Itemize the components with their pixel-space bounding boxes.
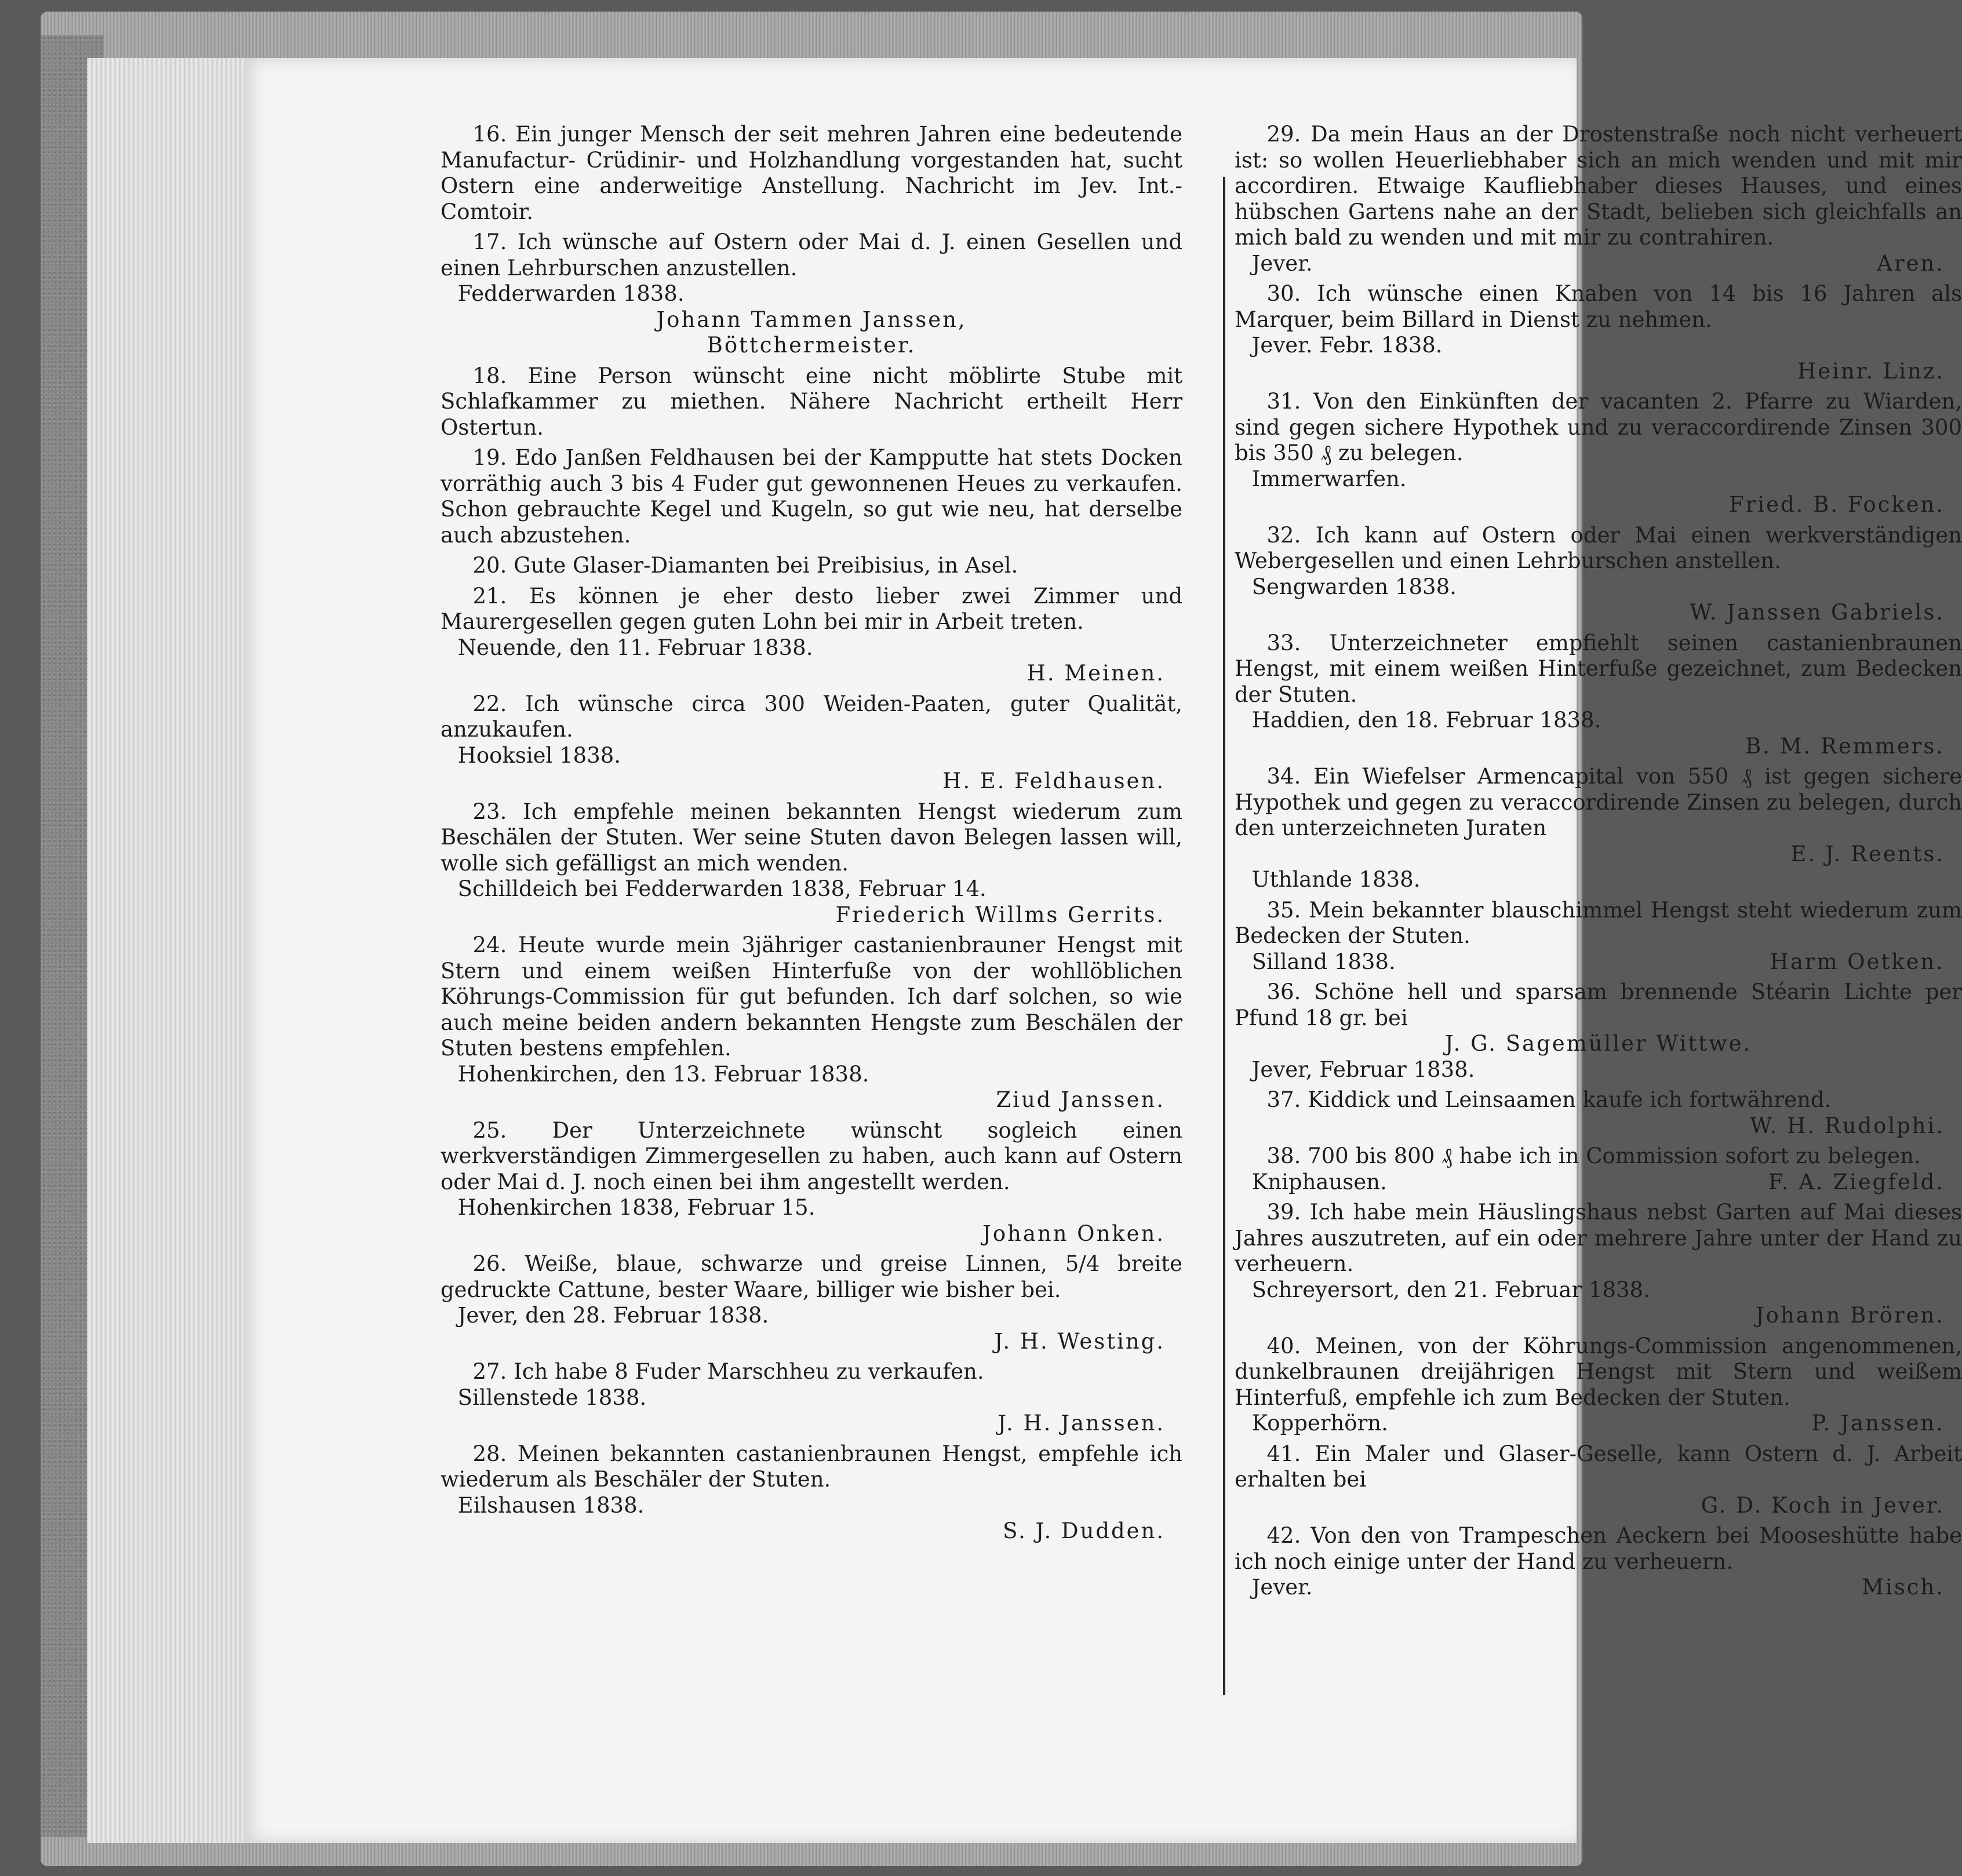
ad-place: Uthlande 1838. — [1251, 867, 1421, 892]
ad-text: 16. Ein junger Mensch der seit mehren Jahren eine bedeutende Manufactur- Crüdinir- und Holzhandlung vorgestanden hat, sucht Ostern eine anderweitige Anstellung. Nachricht im Jev. Int.-Comtoir. — [441, 122, 1182, 224]
ad-28 — [441, 1441, 1182, 1544]
newspaper-page — [243, 58, 1962, 1843]
ad-signature: E. J. Reents. — [1790, 841, 1945, 866]
ad-text: 31. Von den Einkünften der vacanten 2. Pfarre zu Wiarden, sind gegen sichere Hypothek und zu veraccordirende Zinsen 300 bis 350 ₰ zu belegen. — [1235, 389, 1962, 465]
ad-signature: J. H. Westing. — [994, 1328, 1165, 1354]
ad-signature: Harm Oetken. — [1770, 949, 1945, 974]
ad-text: 21. Es können je eher desto lieber zwei Zimmer und Maurergesellen gegen guten Lohn bei mir in Arbeit treten. — [441, 583, 1182, 634]
ad-16 — [441, 122, 1182, 225]
ad-signature: Johann Onken. — [982, 1221, 1165, 1246]
ad-24 — [441, 932, 1182, 1113]
ad-place: Jever, Februar 1838. — [1251, 1057, 1475, 1082]
ad-place: Sengwarden 1838. — [1251, 574, 1457, 599]
ad-text: 27. Ich habe 8 Fuder Marschheu zu verkaufen. — [472, 1359, 984, 1384]
ad-text: 26. Weiße, blaue, schwarze und greise Linnen, 5/4 breite gedruckte Cattune, bester Waare, billiger wie bisher bei. — [441, 1251, 1182, 1302]
ad-signature: Johann Tammen Janssen, — [656, 307, 967, 332]
ad-place: Hohenkirchen, den 13. Februar 1838. — [457, 1061, 869, 1087]
ad-text: 38. 700 bis 800 ₰ habe ich in Commission sofort zu belegen. — [1266, 1143, 1921, 1168]
ad-signature: F. A. Ziegfeld. — [1768, 1169, 1945, 1194]
ad-21 — [441, 584, 1182, 687]
ad-22 — [441, 691, 1182, 795]
ad-37 — [1235, 1087, 1962, 1139]
page-edges — [87, 58, 249, 1843]
ad-place: Fedderwarden 1838. — [457, 281, 685, 306]
ad-signature: W. H. Rudolphi. — [1750, 1113, 1945, 1138]
ad-36 — [1235, 979, 1962, 1083]
ad-place: Jever. — [1251, 1575, 1313, 1600]
ad-signature: G. D. Koch in Jever. — [1701, 1492, 1945, 1518]
ad-38 — [1235, 1143, 1962, 1195]
ad-23 — [441, 799, 1182, 928]
ad-signature: P. Janssen. — [1811, 1411, 1945, 1436]
ad-signature: H. Meinen. — [1026, 661, 1165, 686]
ad-32 — [1235, 523, 1962, 626]
ad-text: 29. Da mein Haus an der Drostenstraße noch nicht verheuert ist: so wollen Heuerliebhaber sich an mich wenden und mit mir accordiren. Etwaige Kaufliebhaber dieses Hauses, und eines hübschen Gartens nahe an der Stadt, belieben sich gleichfalls an mich bald zu wenden und mit mir zu contrahiren. — [1235, 122, 1962, 250]
ad-25 — [441, 1118, 1182, 1247]
ad-place: Kopperhörn. — [1251, 1411, 1388, 1436]
right-column — [1235, 122, 1962, 1605]
ad-place: Jever. — [1251, 250, 1313, 276]
ad-signature: Friederich Willms Gerrits. — [835, 902, 1165, 927]
ad-text: 24. Heute wurde mein 3jähriger castanienbrauner Hengst mit Stern und einem weißen Hinterfuße von der wohllöblichen Köhrungs-Commission für gut befunden. Ich darf solchen, so wie auch meine beiden andern bekannten Hengste zum Beschälen der Stuten bestens empfehlen. — [441, 932, 1182, 1061]
ad-place: Eilshausen 1838. — [457, 1492, 645, 1518]
ad-signature-title: Böttchermeister. — [707, 333, 916, 358]
ad-place: Hohenkirchen 1838, Februar 15. — [457, 1195, 816, 1220]
ad-signature: W. Janssen Gabriels. — [1690, 600, 1945, 625]
ad-33 — [1235, 631, 1962, 760]
ad-place: Kniphausen. — [1251, 1169, 1387, 1194]
ad-signature: B. M. Remmers. — [1745, 733, 1945, 759]
ad-text: 20. Gute Glaser-Diamanten bei Preibisius, in Asel. — [472, 553, 1018, 578]
ad-text: 33. Unterzeichneter empfiehlt seinen castanienbraunen Hengst, mit einem weißen Hinterfuße gezeichnet, zum Bedecken der Stuten. — [1235, 630, 1962, 707]
ad-40 — [1235, 1334, 1962, 1437]
ad-place: Jever. Febr. 1838. — [1251, 333, 1443, 358]
ad-26 — [441, 1251, 1182, 1354]
ad-signature: Misch. — [1862, 1575, 1945, 1600]
ad-17 — [441, 230, 1182, 359]
ad-text: 35. Mein bekannter blauschimmel Hengst steht wiederum zum Bedecken der Stuten. — [1235, 897, 1962, 948]
ad-29 — [1235, 122, 1962, 276]
ad-text: 22. Ich wünsche circa 300 Weiden-Paaten, guter Qualität, anzukaufen. — [441, 691, 1182, 742]
ad-20 — [441, 553, 1182, 579]
ad-signature: Ziud Janssen. — [996, 1087, 1165, 1112]
ad-signature: Heinr. Linz. — [1797, 358, 1945, 384]
ad-text: 39. Ich habe mein Häuslingshaus nebst Garten auf Mai dieses Jahres auszutreten, auf ein oder mehrere Jahre unter der Hand zu verheuern. — [1235, 1200, 1962, 1276]
ad-signature: Fried. B. Focken. — [1729, 492, 1945, 517]
ad-signature: Johann Brören. — [1755, 1303, 1945, 1328]
ad-text: 37. Kiddick und Leinsaamen kaufe ich fortwährend. — [1266, 1087, 1832, 1112]
ad-42 — [1235, 1523, 1962, 1601]
ad-27 — [441, 1359, 1182, 1437]
ad-place: Schreyersort, den 21. Februar 1838. — [1251, 1277, 1650, 1302]
ad-place: Schilldeich bei Fedderwarden 1838, Februar 14. — [457, 876, 987, 901]
ad-35 — [1235, 898, 1962, 975]
ad-text: 41. Ein Maler und Glaser-Geselle, kann Ostern d. J. Arbeit erhalten bei — [1235, 1441, 1962, 1492]
ad-place: Sillenstede 1838. — [457, 1385, 647, 1410]
ad-text: 42. Von den von Trampeschen Aeckern bei Mooseshütte habe ich noch einige unter der Hand zu verheuern. — [1235, 1523, 1962, 1574]
ad-signature: Aren. — [1877, 250, 1945, 276]
ad-text: 18. Eine Person wünscht eine nicht möblirte Stube mit Schlafkammer zu miethen. Nähere Nachricht ertheilt Herr Ostertun. — [441, 363, 1182, 440]
ad-signature: J. H. Janssen. — [998, 1411, 1165, 1436]
ad-place: Silland 1838. — [1251, 949, 1396, 974]
ad-place: Jever, den 28. Februar 1838. — [457, 1303, 769, 1328]
ad-41 — [1235, 1441, 1962, 1519]
ad-text: 25. Der Unterzeichnete wünscht sogleich einen werkverständigen Zimmergesellen zu haben, auch kann auf Ostern oder Mai d. J. noch einen bei ihm angestellt werden. — [441, 1117, 1182, 1194]
ad-30 — [1235, 281, 1962, 384]
ad-text: 19. Edo Janßen Feldhausen bei der Kampputte hat stets Docken vorräthig auch 3 bis 4 Fuder gut gewonnenen Heues zu verkaufen. Schon gebrauchte Kegel und Kugeln, so gut wie neu, hat derselbe auch abzustehen. — [441, 445, 1182, 548]
left-column — [441, 122, 1182, 1549]
ad-text: 36. Schöne hell und sparsam brennende Stéarin Lichte per Pfund 18 gr. bei — [1235, 979, 1962, 1030]
ad-text: 34. Ein Wiefelser Armencapital von 550 ₰ ist gegen sichere Hypothek und gegen zu veraccordirende Zinsen zu belegen, durch den unterzeichneten Juraten — [1235, 764, 1962, 840]
ad-39 — [1235, 1200, 1962, 1329]
ad-place: Neuende, den 11. Februar 1838. — [457, 635, 813, 660]
ad-31 — [1235, 389, 1962, 518]
ad-18 — [441, 363, 1182, 441]
column-divider — [1223, 177, 1225, 1695]
ad-text: 40. Meinen, von der Köhrungs-Commission angenommenen, dunkelbraunen dreijährigen Hengst mit Stern und weißem Hinterfuß, empfehle ich zum Bedecken der Stuten. — [1235, 1333, 1962, 1410]
ad-place: Haddien, den 18. Februar 1838. — [1251, 708, 1601, 733]
ad-signature: H. E. Feldhausen. — [942, 768, 1165, 793]
ad-text: 23. Ich empfehle meinen bekannten Hengst wiederum zum Beschälen der Stuten. Wer seine Stuten davon Belegen lassen will, wolle sich gefälligst an mich wenden. — [441, 799, 1182, 876]
ad-signature: J. G. Sagemüller Wittwe. — [1444, 1031, 1752, 1056]
ad-place: Hooksiel 1838. — [457, 742, 621, 768]
ad-34 — [1235, 764, 1962, 893]
ad-signature: S. J. Dudden. — [1003, 1518, 1165, 1543]
ad-text: 32. Ich kann auf Ostern oder Mai einen werkverständigen Webergesellen und einen Lehrburschen anstellen. — [1235, 522, 1962, 573]
ad-text: 17. Ich wünsche auf Ostern oder Mai d. J. einen Gesellen und einen Lehrburschen anzustellen. — [441, 230, 1182, 281]
ad-text: 30. Ich wünsche einen Knaben von 14 bis 16 Jahren als Marquer, beim Billard in Dienst zu nehmen. — [1235, 281, 1962, 332]
ad-place: Immerwarfen. — [1251, 466, 1407, 491]
ad-19 — [441, 445, 1182, 548]
ad-text: 28. Meinen bekannten castanienbraunen Hengst, empfehle ich wiederum als Beschäler der Stuten. — [441, 1441, 1182, 1492]
